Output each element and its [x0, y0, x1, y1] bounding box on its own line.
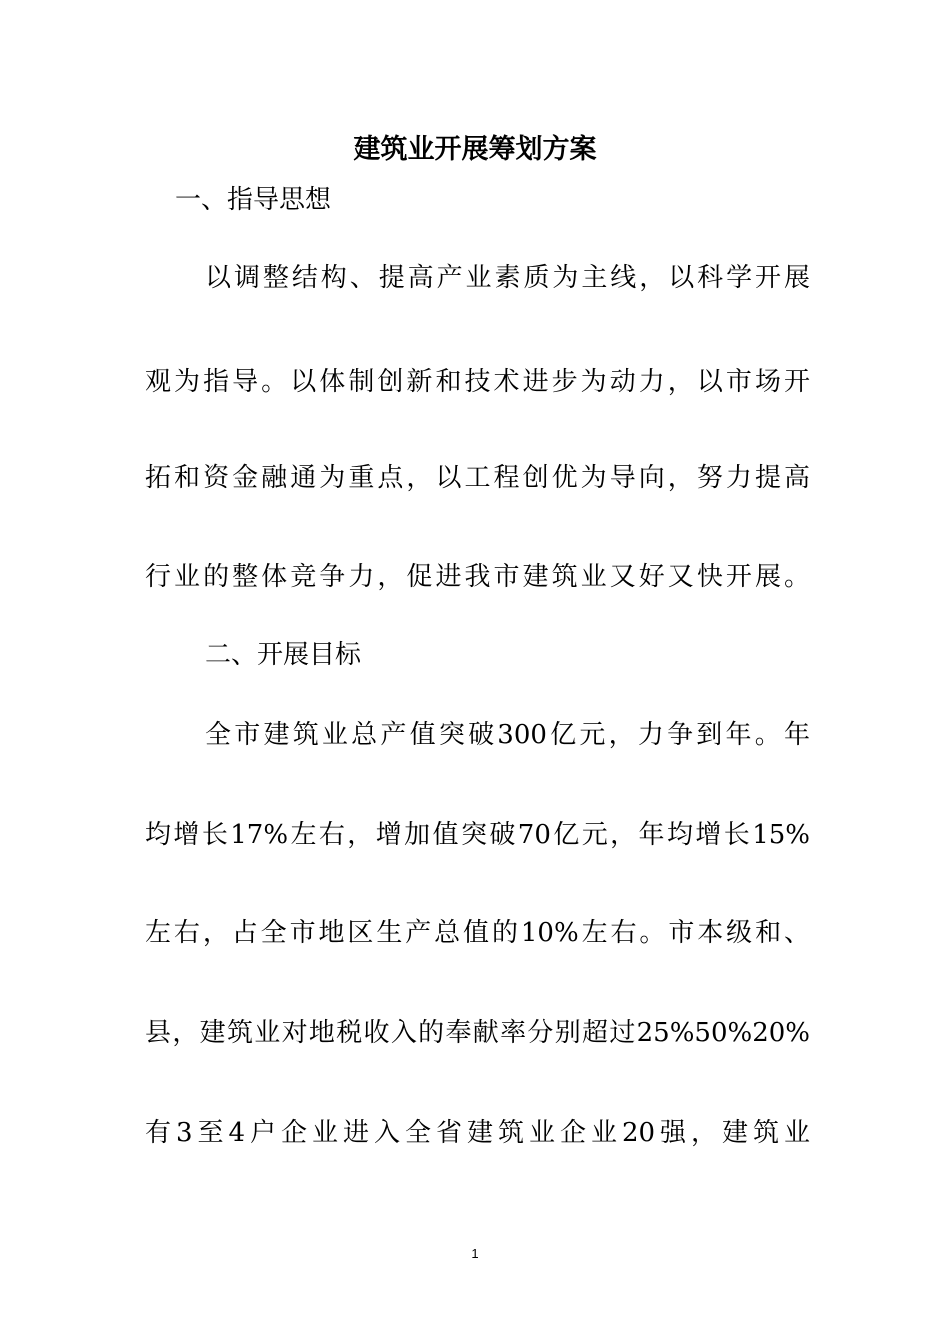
paragraph-line: 以调整结构、提高产业素质为主线，以科学开展: [205, 263, 810, 293]
document-title: 建筑业开展筹划方案: [353, 134, 597, 165]
paragraph-line: 均增长17%左右，增加值突破70亿元，年均增长15%: [145, 820, 810, 850]
section-heading-2: 二、开展目标: [205, 640, 362, 670]
paragraph-line: 左右，占全市地区生产总值的10%左右。市本级和、: [145, 918, 810, 948]
paragraph-line: 全市建筑业总产值突破300亿元，力争到年。年: [205, 720, 810, 750]
paragraph-line: 拓和资金融通为重点，以工程创优为导向，努力提高: [145, 463, 810, 493]
paragraph-line: 行业的整体竞争力，促进我市建筑业又好又快开展。: [145, 562, 810, 592]
section-heading-1: 一、指导思想: [175, 185, 332, 215]
page-number: 1: [471, 1246, 479, 1261]
paragraph-line: 有3至4户企业进入全省建筑业企业20强，建筑业: [145, 1118, 810, 1148]
paragraph-line: 观为指导。以体制创新和技术进步为动力，以市场开: [145, 367, 810, 397]
paragraph-line: 县，建筑业对地税收入的奉献率分别超过25%50%20%: [145, 1018, 810, 1048]
